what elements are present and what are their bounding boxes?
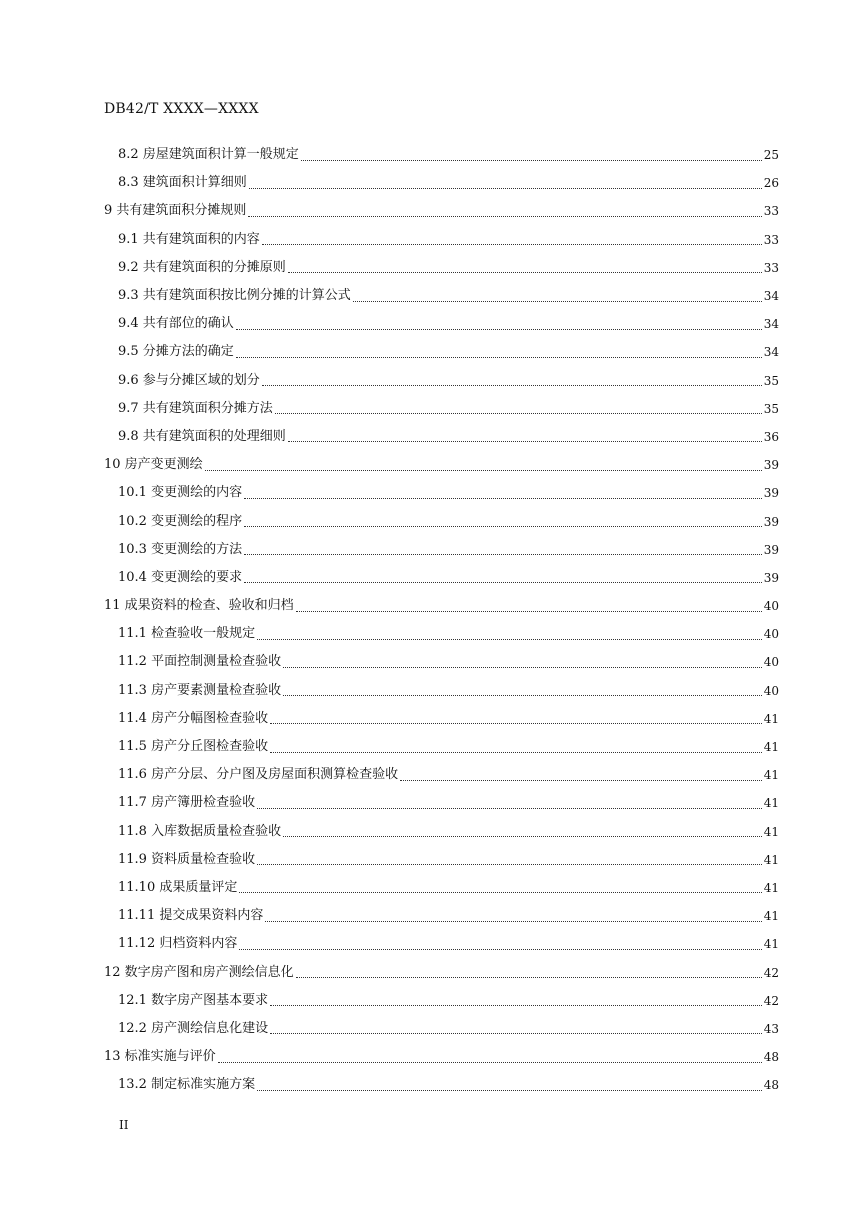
toc-entry-page-number: 43 — [763, 1021, 779, 1036]
toc-entry[interactable] — [104, 451, 779, 479]
toc-entry-title: 9.3 共有建筑面积按比例分摊的计算公式 — [118, 288, 351, 304]
toc-entry-title: 12.1 数字房产图基本要求 — [118, 992, 269, 1008]
toc-entry-page-number: 41 — [763, 852, 779, 867]
toc-dot-leader — [270, 1033, 762, 1034]
toc-entry-page-number: 42 — [763, 993, 779, 1008]
toc-entry-page-number: 41 — [763, 880, 779, 895]
toc-dot-leader — [288, 272, 762, 273]
toc-entry-title: 9.5 分摊方法的确定 — [118, 344, 234, 360]
toc-entry-page-number: 35 — [763, 401, 779, 416]
toc-dot-leader — [244, 498, 762, 499]
toc-entry[interactable] — [104, 254, 779, 282]
toc-entry[interactable] — [104, 338, 779, 366]
toc-dot-leader — [257, 808, 762, 809]
toc-entry-title: 11.11 提交成果资料内容 — [118, 908, 264, 924]
toc-entry-page-number: 41 — [763, 909, 779, 924]
toc-dot-leader — [239, 892, 761, 893]
page-number: II — [119, 1118, 129, 1132]
toc-entry-title: 9.7 共有建筑面积分摊方法 — [118, 400, 273, 416]
toc-dot-leader — [257, 1090, 762, 1091]
toc-dot-leader — [236, 357, 762, 358]
toc-entry-page-number: 39 — [763, 570, 779, 585]
toc-entry-title: 11.4 房产分幅图检查验收 — [118, 710, 269, 726]
toc-entry[interactable] — [104, 761, 779, 789]
toc-dot-leader — [262, 244, 762, 245]
toc-entry-title: 13 标准实施与评价 — [104, 1049, 216, 1065]
toc-dot-leader — [244, 526, 762, 527]
toc-entry-title: 10.3 变更测绘的方法 — [118, 541, 243, 557]
toc-entry[interactable] — [104, 395, 779, 423]
toc-entry-title: 11.12 归档资料内容 — [118, 936, 238, 952]
toc-entry-title: 11.6 房产分层、分户图及房屋面积测算检查验收 — [118, 767, 399, 783]
toc-entry-title: 12.2 房产测绘信息化建设 — [118, 1020, 269, 1036]
toc-entry-title: 11.8 入库数据质量检查验收 — [118, 823, 282, 839]
toc-entry[interactable] — [104, 226, 779, 254]
toc-entry-title: 10.2 变更测绘的程序 — [118, 513, 243, 529]
toc-entry-page-number: 33 — [763, 260, 779, 275]
toc-entry-title: 11.9 资料质量检查验收 — [118, 851, 256, 867]
toc-entry[interactable] — [104, 789, 779, 817]
toc-entry-page-number: 48 — [763, 1078, 779, 1093]
toc-entry-page-number: 40 — [763, 683, 779, 698]
toc-dot-leader — [244, 582, 762, 583]
toc-entry-page-number: 48 — [763, 1050, 779, 1065]
toc-entry-page-number: 26 — [763, 176, 779, 191]
toc-dot-leader — [239, 949, 761, 950]
toc-entry-page-number: 33 — [763, 232, 779, 247]
toc-entry[interactable] — [104, 733, 779, 761]
toc-entry-title: 12 数字房产图和房产测绘信息化 — [104, 964, 294, 980]
toc-entry[interactable] — [104, 282, 779, 310]
toc-entry-page-number: 41 — [763, 768, 779, 783]
toc-entry-page-number: 41 — [763, 711, 779, 726]
toc-entry-title: 9 共有建筑面积分摊规则 — [104, 203, 247, 219]
toc-dot-leader — [283, 836, 762, 837]
toc-entry-page-number: 41 — [763, 937, 779, 952]
toc-dot-leader — [270, 752, 762, 753]
document-code-header: DB42/T XXXX—XXXX — [104, 101, 259, 117]
toc-dot-leader — [257, 639, 762, 640]
toc-entry-title: 11.7 房产簿册检查验收 — [118, 795, 256, 811]
toc-dot-leader — [262, 385, 762, 386]
toc-dot-leader — [265, 921, 761, 922]
toc-dot-leader — [283, 667, 762, 668]
toc-entry[interactable] — [104, 874, 779, 902]
toc-entry[interactable] — [104, 846, 779, 874]
toc-entry-title: 13.2 制定标准实施方案 — [118, 1077, 256, 1093]
toc-entry-title: 10.1 变更测绘的内容 — [118, 485, 243, 501]
toc-entry-title: 11.1 检查验收一般规定 — [118, 626, 256, 642]
toc-entry-title: 9.6 参与分摊区域的划分 — [118, 372, 260, 388]
toc-entry-page-number: 39 — [763, 542, 779, 557]
toc-entry-page-number: 25 — [763, 148, 779, 163]
toc-entry[interactable] — [104, 620, 779, 648]
toc-entry[interactable] — [104, 677, 779, 705]
toc-dot-leader — [248, 216, 761, 217]
toc-entry-page-number: 41 — [763, 824, 779, 839]
toc-entry[interactable] — [104, 507, 779, 535]
toc-entry-page-number: 33 — [763, 204, 779, 219]
toc-dot-leader — [249, 188, 762, 189]
toc-entry-title: 9.1 共有建筑面积的内容 — [118, 231, 260, 247]
toc-entry-page-number: 40 — [763, 599, 779, 614]
toc-dot-leader — [288, 441, 762, 442]
toc-entry-page-number: 34 — [763, 317, 779, 332]
toc-dot-leader — [270, 1005, 762, 1006]
toc-dot-leader — [270, 723, 762, 724]
toc-dot-leader — [205, 470, 762, 471]
toc-entry[interactable] — [104, 564, 779, 592]
toc-entry-title: 8.2 房屋建筑面积计算一般规定 — [118, 147, 299, 163]
toc-entry[interactable] — [104, 958, 779, 986]
toc-dot-leader — [275, 413, 762, 414]
toc-entry-page-number: 39 — [763, 486, 779, 501]
toc-entry-page-number: 41 — [763, 740, 779, 755]
toc-entry[interactable] — [104, 648, 779, 676]
toc-entry-title: 10 房产变更测绘 — [104, 457, 203, 473]
toc-entry-page-number: 42 — [763, 965, 779, 980]
toc-entry[interactable] — [104, 818, 779, 846]
toc-entry-title: 11.3 房产要素测量检查验收 — [118, 682, 282, 698]
toc-dot-leader — [283, 695, 762, 696]
toc-entry-title: 9.2 共有建筑面积的分摊原则 — [118, 259, 286, 275]
toc-entry-title: 11.5 房产分丘图检查验收 — [118, 739, 269, 755]
toc-entry-page-number: 41 — [763, 796, 779, 811]
toc-entry-page-number: 34 — [763, 345, 779, 360]
toc-entry-page-number: 40 — [763, 627, 779, 642]
toc-entry[interactable] — [104, 423, 779, 451]
toc-entry-page-number: 39 — [763, 514, 779, 529]
toc-entry-title: 11.2 平面控制测量检查验收 — [118, 654, 282, 670]
toc-entry[interactable] — [104, 141, 779, 169]
toc-dot-leader — [301, 160, 762, 161]
toc-entry[interactable] — [104, 1071, 779, 1099]
toc-entry-title: 11.10 成果质量评定 — [118, 879, 238, 895]
toc-entry[interactable] — [104, 197, 779, 225]
toc-entry[interactable] — [104, 1043, 779, 1071]
toc-entry-page-number: 35 — [763, 373, 779, 388]
toc-entry-title: 10.4 变更测绘的要求 — [118, 569, 243, 585]
toc-entry[interactable] — [104, 169, 779, 197]
toc-entry[interactable] — [104, 987, 779, 1015]
toc-dot-leader — [236, 329, 762, 330]
toc-dot-leader — [353, 301, 762, 302]
toc-entry-page-number: 36 — [763, 429, 779, 444]
toc-dot-leader — [244, 554, 762, 555]
toc-entry[interactable] — [104, 705, 779, 733]
toc-entry[interactable] — [104, 1015, 779, 1043]
toc-entry-title: 9.4 共有部位的确认 — [118, 316, 234, 332]
toc-entry[interactable] — [104, 310, 779, 338]
toc-entry-title: 8.3 建筑面积计算细则 — [118, 175, 247, 191]
toc-dot-leader — [218, 1062, 762, 1063]
toc-entry-page-number: 34 — [763, 289, 779, 304]
toc-entry[interactable] — [104, 592, 779, 620]
toc-entry-page-number: 39 — [763, 458, 779, 473]
toc-dot-leader — [257, 864, 762, 865]
toc-entry-title: 9.8 共有建筑面积的处理细则 — [118, 428, 286, 444]
toc-entry-title: 11 成果资料的检查、验收和归档 — [104, 598, 294, 614]
toc-entry[interactable] — [104, 930, 779, 958]
toc-dot-leader — [400, 780, 762, 781]
table-of-contents — [104, 141, 779, 1099]
toc-entry[interactable] — [104, 479, 779, 507]
toc-entry[interactable] — [104, 367, 779, 395]
toc-entry[interactable] — [104, 536, 779, 564]
toc-entry-page-number: 40 — [763, 655, 779, 670]
toc-entry[interactable] — [104, 902, 779, 930]
toc-dot-leader — [296, 977, 762, 978]
toc-dot-leader — [296, 611, 762, 612]
